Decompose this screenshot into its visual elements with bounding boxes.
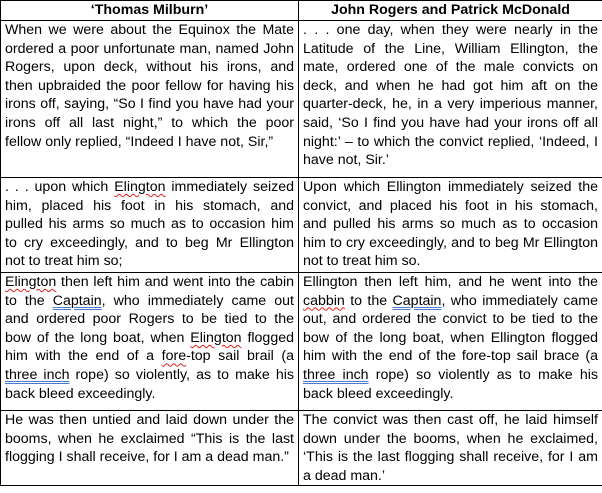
cell-text: Upon which Ellington immediately seized the convict, and placed his foot in his stomach, and pulled his arms so much as to occasion him to cry exceedingly, and to beg Mr Ellington not to treat him so. — [303, 179, 598, 270]
cell-text: When we were about the Equinox the Mate ordered a poor unfortunate man, named John Rogers, upon deck, without his irons, and then upbraided the poor fellow for having his irons off, saying, “So I find you have had your irons off all last night,” to which the poor fellow only replied, “Indeed I have not, Sir,” — [5, 22, 294, 150]
grammar-flagged-phrase: three inch — [303, 366, 369, 383]
header-thomas-milburn: ‘Thomas Milburn’ — [1, 1, 299, 21]
rogers-mcdonald-cell — [299, 273, 602, 411]
cell-text: rope) so violently, as to make his back bleed exceedingly. — [5, 366, 294, 402]
cell-text: Ellington then left him, and he went into the — [303, 274, 598, 290]
spelling-flagged-word: cabbin — [303, 292, 345, 309]
cell-text: . . . upon which — [5, 179, 115, 195]
table-row — [1, 411, 602, 486]
spelling-flagged-word: Elington — [190, 329, 242, 346]
rogers-mcdonald-cell — [299, 411, 602, 486]
cell-text: rope) so violently as to make his back bleed exceedingly. — [303, 366, 598, 402]
rogers-mcdonald-cell — [299, 21, 602, 178]
spelling-flagged-word: fore — [161, 348, 187, 365]
header-rogers-mcdonald: John Rogers and Patrick McDonald — [299, 1, 602, 21]
cell-text: The convict was then cast off, he laid himself down under the booms, when he exclaimed, ‘This is the last flogging shall receive, for I am a dead man.’ — [303, 412, 598, 484]
cell-text: , who immediately came out, and ordered the convict to be tied to the bow of the long boat, when Ellington flogged him with the end of the fore-top sail brace (a — [303, 292, 598, 365]
cell-text: flogged him with the end of a — [5, 329, 294, 365]
grammar-flagged-phrase: Captain — [392, 292, 442, 309]
table-header-row — [1, 1, 602, 21]
cell-text: to the — [344, 292, 393, 309]
milburn-cell — [1, 21, 299, 178]
cell-text: immediately seized him, placed his foot in his stomach, and pulled his arms so much as to occasion him to cry exceedingly, and to beg Mr Ellington not to treat him so; — [5, 179, 294, 270]
rogers-mcdonald-cell — [299, 178, 602, 273]
cell-text: then left him and went into the cabin to the — [5, 274, 294, 309]
milburn-cell — [1, 411, 299, 486]
table-row — [1, 273, 602, 411]
table-row — [1, 21, 602, 178]
cell-text: , who immediately came out and ordered poor Rogers to be tied to the bow of the long boat, when — [5, 292, 294, 346]
spelling-flagged-word: Elington — [5, 274, 57, 290]
milburn-cell — [1, 273, 299, 411]
cell-text: He was then untied and laid down under the booms, when he exclaimed “This is the last flogging I shall receive, for I am a dead man.” — [5, 412, 294, 466]
grammar-flagged-phrase: three inch — [5, 366, 70, 383]
cell-text: . . . one day, when they were nearly in the Latitude of the Line, William Ellington, the mate, ordered one of the male convicts on deck, and when he had got him aft on the quarter-deck, he, in a very imperious manner, said, ‘So I find you have had your irons off all night:’ – to which the convict replied, ‘Indeed, I have not, Sir.’ — [303, 22, 598, 169]
cell-text: -top sail brail (a — [186, 348, 294, 365]
table-row — [1, 178, 602, 273]
grammar-flagged-phrase: Captain — [52, 292, 102, 309]
spelling-flagged-word: Elington — [114, 179, 166, 195]
milburn-cell — [1, 178, 299, 273]
